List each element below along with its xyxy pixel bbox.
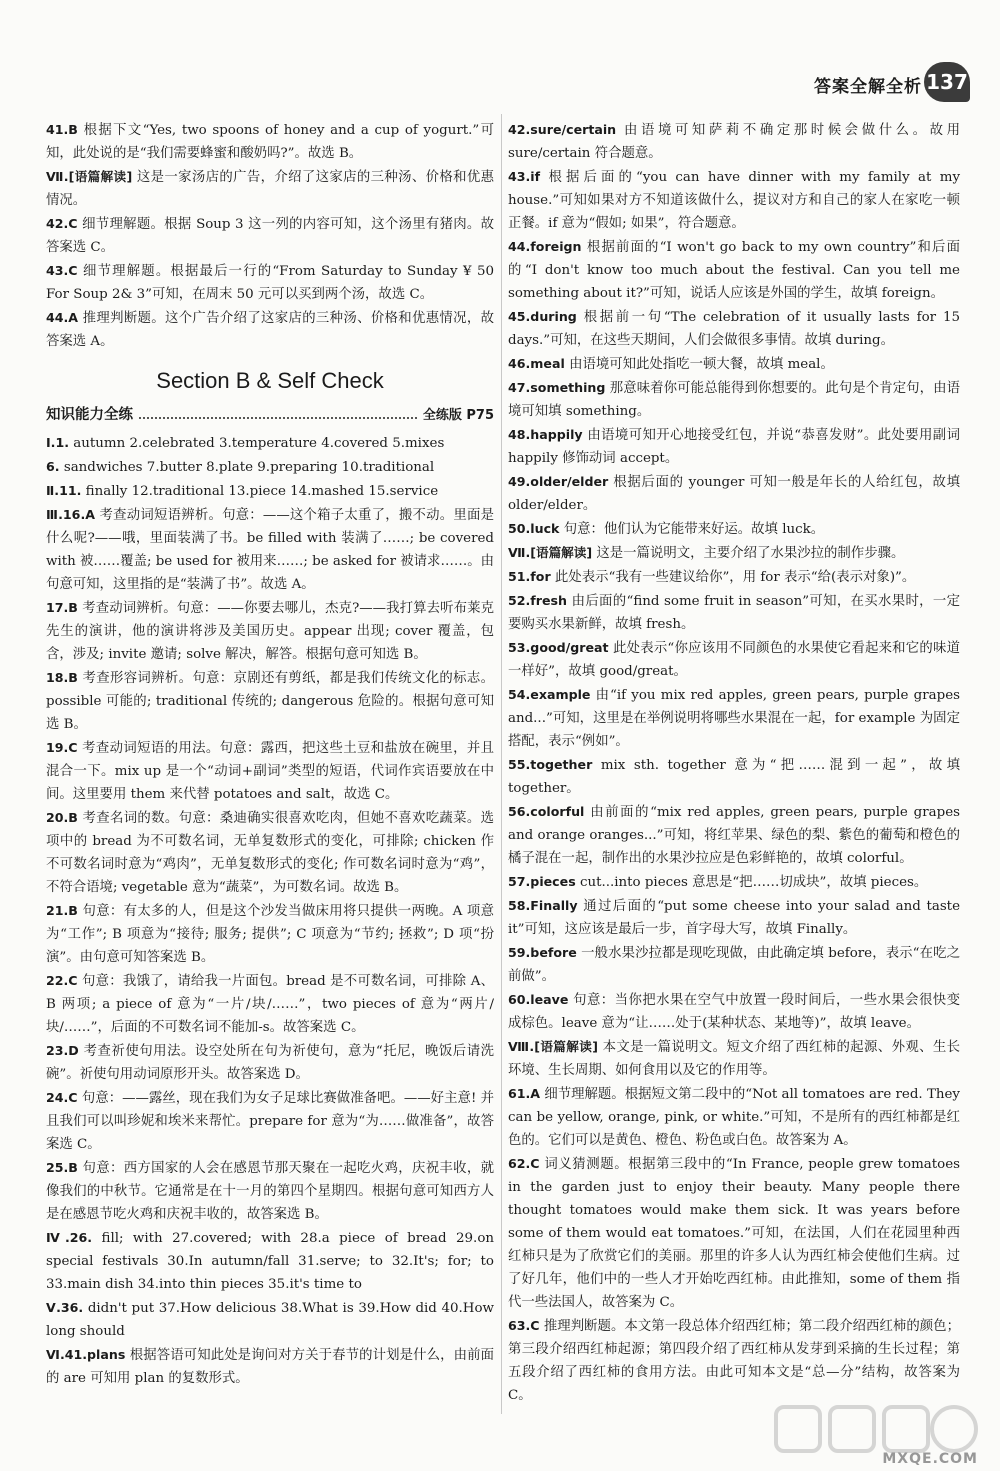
answer-number: Ⅷ.[语篇解读] [508, 1039, 598, 1054]
answer-number: 44.foreign [508, 239, 582, 254]
answer-number: 57.pieces [508, 874, 576, 889]
answer-entry [46, 165, 494, 212]
answer-text: 句意：——露丝，现在我们为女子足球比赛做准备吧。——好主意! 并且我们可以叫珍妮和埃米来帮忙。prepare for 意为“为……做准备”，故答案选 C。 [46, 1091, 494, 1152]
answer-entry [508, 352, 960, 376]
answer-number: 49.older/elder [508, 474, 609, 489]
answer-entry [508, 541, 960, 565]
answer-text: sandwiches 7.butter 8.plate 9.preparing 10.traditional [63, 460, 435, 475]
answer-entry [46, 899, 494, 969]
watermark-text: MXQE.COM [882, 1451, 978, 1467]
answer-text: 这是一家汤店的广告，介绍了这家店的三种汤、价格和优惠情况。 [46, 170, 495, 208]
answer-text: 推理判断题。本文第一段总体介绍西红柿；第二段介绍西红柿的颜色；第三段介绍西红柿起源；第四段介绍了西红柿从发芽到采摘的生长过程；第五段介绍了西红柿的食用方法。由此可知本文是“总—分”结构，故答案为 C。 [508, 1319, 960, 1403]
header-title: 答案全解全析 [814, 77, 922, 97]
answer-number: 45.during [508, 309, 577, 324]
answer-number: 19.C [46, 740, 78, 755]
answer-number: Ⅶ.[语篇解读] [46, 169, 133, 184]
answer-number: 42.C [46, 216, 78, 231]
right-column [508, 118, 960, 1407]
answer-text: 一般水果沙拉都是现吃现做，由此确定填 before，表示“在吃之前做”。 [508, 946, 960, 984]
answer-entry [508, 1035, 960, 1082]
answer-text: 根据答语可知此处是询问对方关于春节的计划是什么，由前面的 are 可知用 plan 的复数形式。 [46, 1348, 495, 1386]
answer-entry [508, 423, 960, 470]
answer-number: 41.B [46, 122, 78, 137]
answer-text: 句意：当你把水果在空气中放置一段时间后，一些水果会很快变成棕色。leave 意为“让……处于(某种状态、某地等)”，故填 leave。 [508, 993, 960, 1031]
answer-text: 词义猜测题。根据第三段中的“In France, people grew tomatoes in the garden just to enjoy their beauty. Many people there thought tomatoes would make them sick. It was years before some of them would eat tomatoes.”可知，在法国，人们在花园里种西红柿只是为了欣赏它们的美丽。那里的许多人认为西红柿会使他们生病。过了好几年，他们中的一些人才开始吃西红柿。由此推知，some of them 指代一些法国人，故答案为 C。 [508, 1157, 960, 1310]
answer-entry [46, 596, 494, 666]
answer-entry [46, 1226, 494, 1296]
section-heading: Section B & Self Check [156, 368, 384, 393]
answer-number: 18.B [46, 670, 78, 685]
answer-text: 细节理解题。根据短文第二段中的“Not all tomatoes are red. They can be yellow, orange, pink, or white.”可知，不是所有的西红柿都是红色的。它们可以是黄色、橙色、粉色或白色。故答案为 A。 [508, 1087, 960, 1148]
answer-text: 由“if you mix red apples, green pears, purple grapes and...”可知，这里是在举例说明将哪些水果混在一起，for example 为固定搭配，表示“例如”。 [508, 688, 960, 749]
answer-entry [46, 1296, 494, 1343]
answer-entry [46, 806, 494, 899]
answer-entry [508, 517, 960, 541]
answer-number: 51.for [508, 569, 551, 584]
answer-entry [508, 376, 960, 423]
answer-number: 42.sure/certain [508, 122, 617, 137]
left-column [46, 118, 494, 1390]
answer-text: 由前面的“mix red apples, green pears, purple grapes and orange oranges...”可知，将红苹果、绿色的梨、紫色的葡萄和橙色的橘子混在一起，制作出的水果沙拉应是色彩鲜艳的，故填 colorful。 [508, 805, 960, 866]
answer-number: 22.C [46, 973, 78, 988]
answer-number: 50.luck [508, 521, 560, 536]
answer-entry [508, 1314, 960, 1407]
answer-entry [46, 431, 494, 455]
answer-entry [508, 118, 960, 165]
answer-entry [508, 683, 960, 753]
answer-text: 句意：有太多的人，但是这个沙发当做床用将只提供一两晚。A 项意为“工作”; B 项意为“接待; 服务; 提供”; C 项意为“节约; 拯救”; D 项“扮演”。由句意可知答案选 B。 [46, 904, 494, 965]
page-header [0, 0, 1000, 100]
answer-number: 20.B [46, 810, 78, 825]
answer-text: 根据后面的“you can have dinner with my family at my house.”可知如果对方不知道该做什么，提议对方和自己的家人在家吃一顿正餐。if 意为“假如; 如果”，符合题意。 [508, 170, 961, 231]
answer-text: finally 12.traditional 13.piece 14.mashed 15.service [85, 484, 439, 499]
answer-entry [46, 736, 494, 806]
answer-entry [46, 118, 494, 165]
answer-text: 考查动词短语的用法。句意：露西，把这些土豆和盐放在碗里，并且混合一下。mix up 是一个“动词+副词”类型的短语，代词作宾语要放在中间。这里要用 them 来代替 potatoes and salt，故选 C。 [46, 741, 494, 802]
answer-number: 52.fresh [508, 593, 568, 608]
answer-number: 60.leave [508, 992, 569, 1007]
answer-entry [46, 306, 494, 353]
answer-entry [508, 235, 960, 305]
answer-text: cut...into pieces 意思是“把……切成块”，故填 pieces。 [579, 875, 928, 890]
answer-text: 那意味着你可能总能得到你想要的。此句是个肯定句，由语境可知填 something。 [508, 381, 960, 419]
answer-entry [46, 455, 494, 479]
answer-number: 46.meal [508, 356, 565, 371]
answer-number: Ⅴ.36. [46, 1300, 84, 1315]
answer-number: 58.Finally [508, 898, 578, 913]
answer-text: 由语境可知此处指吃一顿大餐，故填 meal。 [569, 357, 834, 372]
answer-number: 59.before [508, 945, 577, 960]
answer-number: Ⅳ.26. [46, 1230, 93, 1245]
answer-entry [508, 165, 960, 235]
answer-number: Ⅶ.[语篇解读] [508, 545, 593, 560]
answer-text: 考查祈使句用法。设空处所在句为祈使句，意为“托尼，晚饭后请洗碗”。祈使句用动词原形开头。故答案选 D。 [46, 1044, 495, 1082]
answer-entry [46, 1156, 494, 1226]
sub-heading-title: 知识能力全练 [46, 407, 133, 423]
answer-number: 56.colorful [508, 804, 585, 819]
answer-entry [508, 1152, 960, 1314]
answer-number: 53.good/great [508, 640, 609, 655]
answer-text: 推理判断题。这个广告介绍了这家店的三种汤、价格和优惠情况，故答案选 A。 [46, 311, 494, 349]
answer-entry [46, 259, 494, 306]
answer-text: 考查动词短语辨析。句意：——这个箱子太重了，搬不动。里面是什么呢?——哦，里面装满了书。be filled with 装满了……; be covered with 被……覆盖; be used for 被用来……; be asked for 被请求……。由句意可知，这里指的是“装满了书”。故选 A。 [46, 508, 495, 592]
answer-entry [508, 753, 960, 800]
answer-entry [508, 941, 960, 988]
answer-number: 54.example [508, 687, 591, 702]
answer-text: 句意：西方国家的人会在感恩节那天聚在一起吃火鸡，庆祝丰收，就像我们的中秋节。它通常是在十一月的第四个星期四。根据句意可知西方人是在感恩节吃火鸡和庆祝丰收的，故答案选 B。 [46, 1161, 494, 1222]
answer-number: 48.happily [508, 427, 583, 442]
answer-text: 此处表示“你应该用不同颜色的水果使它看起来和它的味道一样好”，故填 good/great。 [508, 641, 960, 679]
answer-text: mix sth. together 意为“把……混到一起”，故填 together。 [508, 758, 960, 796]
answer-entry [508, 1082, 960, 1152]
answer-entry [508, 565, 960, 589]
answer-number: 17.B [46, 600, 78, 615]
answer-entry [46, 1086, 494, 1156]
answer-entry [508, 870, 960, 894]
answer-number: 21.B [46, 903, 78, 918]
answer-text: 句意：我饿了，请给我一片面包。bread 是不可数名词，可排除 A、B 两项; a piece of 意为“一片/块/……”，two pieces of 意为“两片/块/……”，后面的不可数名词不能加-s。故答案选 C。 [46, 974, 494, 1035]
answer-number: 55.together [508, 757, 593, 772]
column-divider [501, 114, 502, 1414]
answer-number: 23.D [46, 1043, 79, 1058]
answer-entry [508, 800, 960, 870]
answer-text: 由语境可知萨莉不确定那时候会做什么。故用 sure/certain 符合题意。 [508, 123, 961, 161]
answer-number: 44.A [46, 310, 79, 325]
answer-text: 本文是一篇说明文。短文介绍了西红柿的起源、外观、生长环境、生长周期、如何食用以及它的作用等。 [508, 1040, 961, 1078]
answer-number: 25.B [46, 1160, 78, 1175]
answer-number: 63.C [508, 1318, 540, 1333]
answer-number: 24.C [46, 1090, 78, 1105]
dotted-leader [139, 417, 417, 419]
answer-text: 考查名词的数。句意：桑迪确实很喜欢吃肉，但她不喜欢吃蔬菜。选项中的 bread 为不可数名词，无单复数形式的变化，可排除; chicken 作不可数名词时意为“鸡肉”，无单复数形式的变化; 作可数名词时意为“鸡”，不符合语境; vegetable 意为“蔬菜”，为可数名词。故选 B。 [46, 811, 494, 895]
answer-entry [46, 212, 494, 259]
answer-text: 通过后面的“put some cheese into your salad and taste it”可知，这应该是最后一步，首字母大写，故填 Finally。 [508, 899, 960, 937]
answer-text: 这是一篇说明文，主要介绍了水果沙拉的制作步骤。 [596, 546, 905, 561]
answer-text: 根据前一句“The celebration of it usually lasts for 15 days.”可知，在这些天期间，人们会做很多事情。故填 during。 [508, 310, 960, 348]
answer-text: 句意：他们认为它能带来好运。故填 luck。 [563, 522, 825, 537]
answer-text: 根据下文“Yes, two spoons of honey and a cup of yogurt.”可知，此处说的是“我们需要蜂蜜和酸奶吗?”。故选 B。 [46, 123, 494, 161]
answer-text: 根据后面的 younger 可知一般是年长的人给红包，故填 older/elder。 [508, 475, 960, 513]
answer-number: Ⅵ.41.plans [46, 1347, 126, 1362]
answer-number: 43.C [46, 263, 78, 278]
answer-number: 47.something [508, 380, 606, 395]
answer-entry [46, 1343, 494, 1390]
answer-entry [508, 894, 960, 941]
answer-text: 考查动词辨析。句意：——你要去哪儿，杰克?——我打算去听布莱克先生的演讲，他的演讲将涉及美国历史。appear 出现; cover 覆盖，包含，涉及; invite 邀请; solve 解决，解答。根据句意可知选 B。 [46, 601, 494, 662]
answer-text: fill; with 27.covered; with 28.a piece of bread 29.on special festivals 30.In autumn/fall 31.serve; to 32.It's; for; to 33.main dish 34.into thin pieces 35.it's time to [46, 1231, 495, 1292]
answer-entry [46, 969, 494, 1039]
answer-entry [46, 503, 494, 596]
answer-text: 由语境可知开心地接受红包，并说“恭喜发财”。此处要用副词 happily 修饰动词 accept。 [508, 428, 960, 466]
answer-text: 细节理解题。根据最后一行的“From Saturday to Sunday ¥ 50 For Soup 2& 3”可知，在周末 50 元可以买到两个汤，故选 C。 [46, 264, 494, 302]
answer-number: Ⅰ.1. [46, 435, 70, 450]
answer-entry [508, 636, 960, 683]
sub-heading [46, 404, 494, 427]
answer-entry [46, 666, 494, 736]
answer-entry [508, 988, 960, 1035]
answer-text: 考查形容词辨析。句意：京剧还有剪纸，都是我们传统文化的标志。possible 可能的; traditional 传统的; dangerous 危险的。根据句意可知选 B。 [46, 671, 494, 732]
answer-text: 细节理解题。根据 Soup 3 这一列的内容可知，这个汤里有猪肉。故答案选 C。 [46, 217, 494, 255]
answer-number: 6. [46, 459, 60, 474]
sub-heading-ref: 全练版 P75 [422, 408, 494, 423]
answer-number: 62.C [508, 1156, 540, 1171]
answer-text: 根据前面的“I won't go back to my own country”和后面的“I don't know too much about the festival. Can you tell me something about it?”可知，说话人应该是外国的学生，故填 foreign。 [508, 240, 960, 301]
answer-entry [508, 589, 960, 636]
answer-text: didn't put 37.How delicious 38.What is 39.How did 40.How long should [46, 1301, 494, 1339]
answer-text: 由后面的“find some fruit in season”可知，在买水果时，一定要购买水果新鲜，故填 fresh。 [508, 594, 960, 632]
answer-entry [508, 305, 960, 352]
answer-entry [46, 1039, 494, 1086]
page-number-badge: 137 [924, 62, 970, 102]
answer-number: 43.if [508, 169, 541, 184]
answer-number: Ⅱ.11. [46, 483, 82, 498]
answer-entry [46, 479, 494, 503]
answer-number: 61.A [508, 1086, 541, 1101]
answer-text: 此处表示“我有一些建议给你”，用 for 表示“给(表示对象)”。 [554, 570, 916, 585]
answer-text: autumn 2.celebrated 3.temperature 4.covered 5.mixes [73, 436, 445, 451]
answer-entry [508, 470, 960, 517]
answer-number: Ⅲ.16.A [46, 507, 95, 522]
